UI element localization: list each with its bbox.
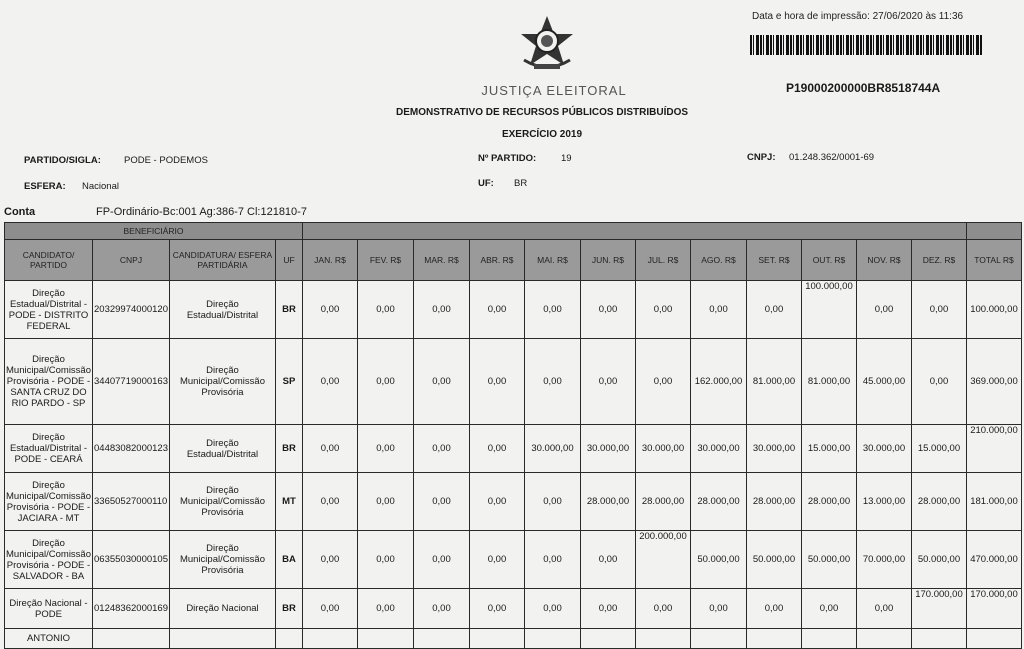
month-value-cell-text: 0,00: [320, 496, 340, 507]
month-value-cell: [746, 473, 801, 531]
month-value-cell-text: 0,00: [432, 304, 451, 315]
month-value-cell-text: 30.000,00: [531, 443, 574, 454]
cnpj-cell: [93, 531, 170, 589]
cnpj-cell-text: 33650527000110: [94, 495, 168, 507]
sphere-cell-text: Direção Municipal/Comissão Provisória: [179, 365, 265, 398]
candidate-cell: [5, 425, 93, 473]
month-value-cell: [856, 281, 911, 339]
month-value-cell-text: 0,00: [874, 603, 894, 614]
month-value-cell-text: 0,00: [376, 496, 395, 507]
column-header: SET. R$: [746, 240, 801, 281]
total-cell: [966, 473, 1021, 531]
column-header: CNPJ: [93, 240, 170, 281]
month-value-cell: [302, 425, 357, 473]
month-value-cell-text: 0,00: [929, 376, 949, 387]
column-header: OUT. R$: [801, 240, 856, 281]
cnpj-cell: [93, 629, 170, 649]
month-value-cell: [746, 425, 801, 473]
month-value-cell: [524, 281, 580, 339]
month-value-cell: [635, 281, 690, 339]
month-value-cell-text: 0,00: [376, 304, 395, 315]
month-value-cell: [469, 629, 524, 649]
month-value-cell: [911, 531, 966, 589]
month-value-cell-text: 15.000,00: [917, 443, 961, 454]
month-value-cell: [524, 531, 580, 589]
month-value-cell-text: 0,00: [487, 443, 507, 454]
column-header-row: [5, 240, 1022, 281]
sphere-cell: [169, 473, 275, 531]
uf-cell-text: SP: [282, 376, 296, 387]
month-value-cell-text: 0,00: [320, 603, 340, 614]
month-value-cell-text: 0,00: [598, 603, 618, 614]
month-value-cell: [690, 339, 746, 425]
month-value-cell: [690, 281, 746, 339]
uf-cell: [275, 589, 302, 629]
candidate-cell-text: Direção Municipal/Comissão Provisória - PODE - SALVADOR - BA: [6, 537, 92, 582]
total-cell-text: 470.000,00: [970, 554, 1018, 565]
total-cell: [966, 339, 1021, 425]
month-value-cell: [690, 589, 746, 629]
month-value-cell-text: 0,00: [487, 496, 507, 507]
month-value-cell: [413, 281, 469, 339]
month-value-cell-text: 0,00: [543, 554, 562, 565]
cnpj-cell: [93, 281, 170, 339]
month-value-cell-text: 28.000,00: [641, 496, 685, 507]
party-uf-value: BR: [514, 178, 528, 189]
candidate-cell-text: Direção Nacional - PODE: [9, 597, 88, 620]
cnpj-cell-text: 01248362000169: [94, 602, 168, 614]
month-value-cell-text: 81.000,00: [752, 376, 796, 387]
party-sigla-label: PARTIDO/SIGLA:: [24, 155, 101, 166]
month-value-cell-text: 0,00: [819, 603, 839, 614]
month-value-cell-text: 28.000,00: [917, 496, 961, 507]
column-header: NOV. R$: [856, 240, 911, 281]
month-value-cell: [746, 629, 801, 649]
table-row: [5, 473, 1022, 531]
sphere-cell-text: Direção Municipal/Comissão Provisória: [179, 485, 265, 518]
cnpj-cell: [93, 589, 170, 629]
total-group-header: [966, 223, 1021, 240]
month-value-cell: [469, 339, 524, 425]
month-value-cell-text: 30.000,00: [641, 443, 685, 454]
month-value-cell-text: 28.000,00: [586, 496, 630, 507]
month-value-cell: [580, 589, 635, 629]
month-value-cell: [801, 589, 856, 629]
month-value-cell: [635, 425, 690, 473]
table-row: [5, 629, 1022, 649]
uf-cell-text: BR: [282, 603, 296, 614]
month-value-cell: [635, 339, 690, 425]
month-value-cell: [580, 629, 635, 649]
month-value-cell: [580, 425, 635, 473]
month-value-cell: [801, 425, 856, 473]
candidate-cell-text: Direção Estadual/Distrital - PODE - CEARÁ: [9, 432, 88, 465]
uf-cell: [275, 425, 302, 473]
month-value-cell-text: 0,00: [376, 554, 395, 565]
cnpj-cell-text: 20329974000120: [94, 303, 168, 315]
candidate-cell: [5, 531, 93, 589]
month-value-cell-text: 30.000,00: [862, 443, 906, 454]
month-value-cell-text: 0,00: [543, 304, 562, 315]
month-value-cell-text: 0,00: [543, 603, 562, 614]
month-value-cell: [524, 339, 580, 425]
month-value-cell-text: 162.000,00: [694, 376, 743, 387]
total-cell-text: 100.000,00: [970, 304, 1018, 315]
month-value-cell-text: 28.000,00: [752, 496, 796, 507]
month-value-cell-text: 0,00: [376, 376, 395, 387]
month-value-cell: [469, 425, 524, 473]
column-header: DEZ. R$: [911, 240, 966, 281]
month-value-cell-text: 0,00: [598, 376, 618, 387]
month-value-cell-text: 0,00: [320, 443, 340, 454]
total-cell-text: 170.000,00: [970, 589, 1018, 600]
sphere-cell: [169, 425, 275, 473]
total-cell: [966, 589, 1021, 629]
month-value-cell-text: 0,00: [653, 376, 673, 387]
month-value-cell: [911, 281, 966, 339]
month-value-cell: [357, 629, 413, 649]
candidate-cell: [5, 473, 93, 531]
month-value-cell: [413, 531, 469, 589]
column-header: CANDIDATO/ PARTIDO: [5, 240, 93, 281]
party-number-value: 19: [561, 153, 572, 164]
month-value-cell-text: 30.000,00: [586, 443, 630, 454]
month-value-cell-text: 0,00: [709, 304, 728, 315]
total-cell: [966, 629, 1021, 649]
month-value-cell: [911, 589, 966, 629]
party-esfera-value: Nacional: [82, 181, 119, 192]
months-group-header: [302, 223, 966, 240]
month-value-cell-text: 0,00: [376, 443, 395, 454]
month-value-cell-text: 0,00: [487, 603, 507, 614]
sphere-cell: [169, 339, 275, 425]
month-value-cell: [357, 531, 413, 589]
month-value-cell: [856, 531, 911, 589]
sphere-cell: [169, 531, 275, 589]
total-cell: [966, 425, 1021, 473]
month-value-cell: [690, 473, 746, 531]
table-row: [5, 339, 1022, 425]
month-value-cell: [357, 473, 413, 531]
total-cell: [966, 531, 1021, 589]
month-value-cell-text: 100.000,00: [805, 281, 853, 292]
month-value-cell: [302, 339, 357, 425]
month-value-cell-text: 50.000,00: [807, 554, 851, 565]
uf-cell: [275, 281, 302, 339]
table-row: [5, 425, 1022, 473]
month-value-cell-text: 70.000,00: [862, 554, 906, 565]
month-value-cell-text: 0,00: [320, 376, 340, 387]
month-value-cell-text: 30.000,00: [752, 443, 796, 454]
month-value-cell: [801, 531, 856, 589]
party-uf-label: UF:: [478, 178, 494, 189]
month-value-cell-text: 0,00: [320, 304, 340, 315]
sphere-cell-text: Direção Estadual/Distrital: [186, 437, 259, 460]
column-header: ABR. R$: [469, 240, 524, 281]
organization-name: JUSTIÇA ELEITORAL: [481, 83, 627, 98]
party-cnpj-label: CNPJ:: [747, 152, 776, 163]
month-value-cell-text: 0,00: [929, 304, 949, 315]
month-value-cell-text: 45.000,00: [862, 376, 906, 387]
month-value-cell-text: 30.000,00: [697, 443, 740, 454]
uf-cell-text: MT: [282, 496, 296, 507]
month-value-cell: [469, 473, 524, 531]
month-value-cell: [357, 281, 413, 339]
month-value-cell: [524, 629, 580, 649]
month-value-cell: [524, 473, 580, 531]
month-value-cell-text: 0,00: [653, 603, 673, 614]
month-value-cell: [856, 425, 911, 473]
beneficiary-group-header: BENEFICIÁRIO: [5, 223, 303, 240]
candidate-cell: [5, 629, 93, 649]
coat-of-arms-seal: [516, 12, 578, 74]
month-value-cell: [413, 339, 469, 425]
table-row: [5, 281, 1022, 339]
month-value-cell-text: 50.000,00: [752, 554, 796, 565]
month-value-cell: [302, 589, 357, 629]
month-value-cell: [801, 629, 856, 649]
total-cell-text: 210.000,00: [970, 425, 1018, 436]
uf-cell: [275, 473, 302, 531]
month-value-cell-text: 0,00: [764, 304, 784, 315]
candidate-cell-text: ANTONIO: [26, 633, 71, 644]
cnpj-cell-text: 34407719000163: [94, 375, 168, 387]
month-value-cell: [690, 629, 746, 649]
uf-cell: [275, 531, 302, 589]
account-value: FP-Ordinário-Bc:001 Ag:386-7 Cl:121810-7: [96, 206, 307, 218]
month-value-cell-text: 0,00: [764, 603, 784, 614]
month-value-cell-text: 0,00: [376, 603, 395, 614]
candidate-cell-text: Direção Municipal/Comissão Provisória - PODE - SANTA CRUZ DO RIO PARDO - SP: [6, 354, 92, 409]
table-row: [5, 531, 1022, 589]
month-value-cell: [469, 281, 524, 339]
month-value-cell-text: 15.000,00: [807, 443, 851, 454]
month-value-cell: [413, 425, 469, 473]
uf-cell-text: BR: [282, 304, 296, 315]
month-value-cell-text: 0,00: [487, 554, 507, 565]
month-value-cell: [580, 473, 635, 531]
candidate-cell-text: Direção Estadual/Distrital - PODE - DISTRITO FEDERAL: [8, 287, 89, 332]
month-value-cell: [911, 473, 966, 531]
month-value-cell-text: 0,00: [598, 304, 618, 315]
candidate-cell-text: Direção Municipal/Comissão Provisória - PODE - JACIARA - MT: [6, 479, 92, 524]
month-value-cell: [635, 629, 690, 649]
column-header: CANDIDATURA/ ESFERA PARTIDÁRIA: [169, 240, 275, 281]
month-value-cell-text: 0,00: [432, 554, 451, 565]
uf-cell-text: BR: [282, 443, 296, 454]
candidate-cell: [5, 339, 93, 425]
month-value-cell-text: 28.000,00: [807, 496, 851, 507]
cnpj-cell: [93, 473, 170, 531]
sphere-cell: [169, 589, 275, 629]
month-value-cell: [413, 473, 469, 531]
column-header: AGO. R$: [690, 240, 746, 281]
column-header: JUN. R$: [580, 240, 635, 281]
month-value-cell: [911, 339, 966, 425]
month-value-cell: [413, 629, 469, 649]
month-value-cell: [746, 589, 801, 629]
column-header: FEV. R$: [357, 240, 413, 281]
month-value-cell: [856, 473, 911, 531]
party-sigla-value: PODE - PODEMOS: [124, 155, 208, 166]
month-value-cell: [690, 425, 746, 473]
exercise-year: EXERCÍCIO 2019: [501, 129, 583, 140]
month-value-cell-text: 0,00: [487, 304, 507, 315]
month-value-cell-text: 0,00: [432, 603, 451, 614]
month-value-cell: [580, 339, 635, 425]
month-value-cell: [746, 531, 801, 589]
month-value-cell: [801, 339, 856, 425]
table-row: [5, 589, 1022, 629]
column-header: TOTAL R$: [966, 240, 1021, 281]
month-value-cell: [801, 281, 856, 339]
month-value-cell: [911, 425, 966, 473]
month-value-cell: [690, 531, 746, 589]
column-header: UF: [275, 240, 302, 281]
month-value-cell: [302, 531, 357, 589]
month-value-cell: [801, 473, 856, 531]
barcode: [750, 35, 982, 55]
month-value-cell-text: 0,00: [543, 496, 562, 507]
column-header: JAN. R$: [302, 240, 357, 281]
total-cell-text: 181.000,00: [970, 496, 1018, 507]
total-cell-text: 369.000,00: [970, 376, 1018, 387]
month-value-cell: [469, 589, 524, 629]
resources-table: [4, 222, 1022, 649]
month-value-cell: [856, 629, 911, 649]
month-value-cell-text: 200.000,00: [639, 531, 687, 542]
month-value-cell: [524, 425, 580, 473]
month-value-cell: [635, 531, 690, 589]
month-value-cell-text: 170.000,00: [915, 589, 963, 600]
month-value-cell: [635, 473, 690, 531]
sphere-cell: [169, 629, 275, 649]
month-value-cell-text: 13.000,00: [862, 496, 906, 507]
cnpj-cell-text: 06355030000105: [94, 553, 168, 565]
month-value-cell: [524, 589, 580, 629]
month-value-cell: [302, 473, 357, 531]
candidate-cell: [5, 589, 93, 629]
month-value-cell-text: 0,00: [874, 304, 894, 315]
month-value-cell-text: 0,00: [653, 304, 673, 315]
cnpj-cell: [93, 425, 170, 473]
uf-cell-text: BA: [282, 554, 296, 565]
month-value-cell-text: 81.000,00: [807, 376, 851, 387]
month-value-cell: [469, 531, 524, 589]
sphere-cell: [169, 281, 275, 339]
account-label: Conta: [4, 206, 36, 218]
month-value-cell-text: 0,00: [320, 554, 340, 565]
uf-cell: [275, 339, 302, 425]
month-value-cell: [911, 629, 966, 649]
candidate-cell: [5, 281, 93, 339]
month-value-cell-text: 50.000,00: [697, 554, 740, 565]
month-value-cell: [746, 281, 801, 339]
month-value-cell-text: 50.000,00: [917, 554, 961, 565]
month-value-cell: [413, 589, 469, 629]
month-value-cell: [357, 425, 413, 473]
month-value-cell-text: 0,00: [487, 376, 507, 387]
month-value-cell-text: 0,00: [432, 443, 451, 454]
uf-cell: [275, 629, 302, 649]
document-code: P19000200000BR8518744A: [786, 81, 941, 95]
document-title: DEMONSTRATIVO DE RECURSOS PÚBLICOS DISTRIBUÍDOS: [395, 107, 689, 118]
column-header: MAI. R$: [524, 240, 580, 281]
print-datetime: Data e hora de impressão: 27/06/2020 às 11:36: [752, 11, 964, 22]
month-value-cell: [302, 629, 357, 649]
month-value-cell: [357, 339, 413, 425]
month-value-cell-text: 0,00: [709, 603, 728, 614]
month-value-cell: [302, 281, 357, 339]
month-value-cell: [856, 339, 911, 425]
cnpj-cell: [93, 339, 170, 425]
month-value-cell: [580, 281, 635, 339]
month-value-cell-text: 0,00: [432, 376, 451, 387]
total-cell: [966, 281, 1021, 339]
month-value-cell-text: 28.000,00: [697, 496, 740, 507]
month-value-cell: [580, 531, 635, 589]
column-header: JUL. R$: [635, 240, 690, 281]
column-header: MAR. R$: [413, 240, 469, 281]
cnpj-cell-text: 04483082000123: [94, 442, 168, 454]
month-value-cell-text: 0,00: [432, 496, 451, 507]
month-value-cell-text: 0,00: [543, 376, 562, 387]
sphere-cell-text: Direção Estadual/Distrital: [186, 298, 259, 321]
party-cnpj-value: 01.248.362/0001-69: [789, 152, 875, 163]
party-number-label: Nº PARTIDO:: [478, 153, 537, 164]
month-value-cell: [357, 589, 413, 629]
sphere-cell-text: Direção Municipal/Comissão Provisória: [179, 543, 265, 576]
month-value-cell-text: 0,00: [598, 554, 618, 565]
month-value-cell: [856, 589, 911, 629]
sphere-cell-text: Direção Nacional: [186, 603, 259, 614]
month-value-cell: [635, 589, 690, 629]
month-value-cell: [746, 339, 801, 425]
party-esfera-label: ESFERA:: [24, 181, 66, 192]
